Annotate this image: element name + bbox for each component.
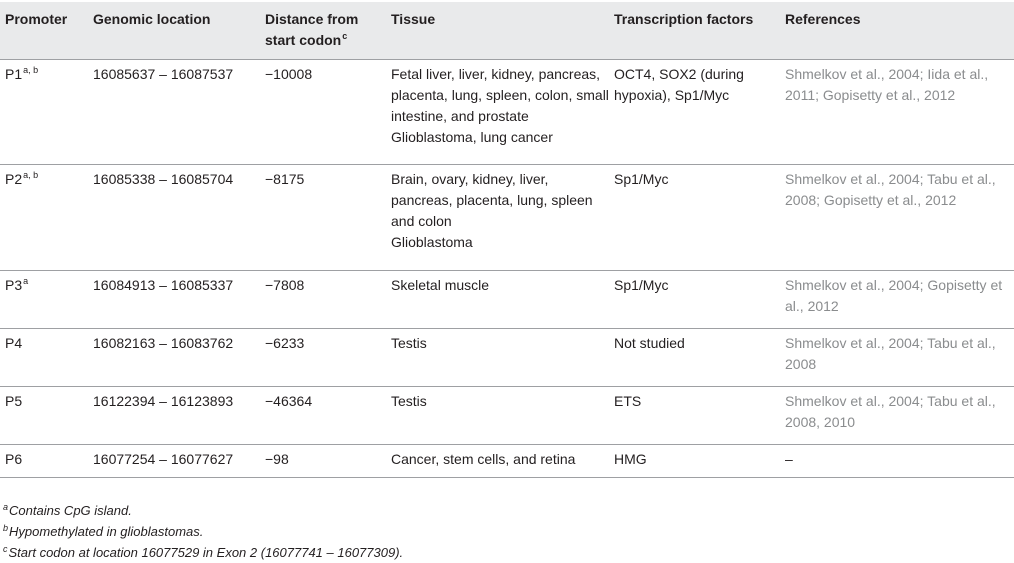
cell-promoter: P1$^{a, b}$ <box>5 65 39 82</box>
cell-references: Shmelkov et al., 2004; Tabu et al., 2008, 2010 <box>785 393 996 430</box>
header-genomic-location: Genomic location <box>93 11 211 27</box>
table-row <box>0 165 1014 271</box>
header-transcription-factors: Transcription factors <box>614 11 754 27</box>
cell-location: 16082163 – 16083762 <box>93 335 234 351</box>
cell-distance: −7808 <box>265 277 305 293</box>
cell-references: Shmelkov et al., 2004; Gopisetty et al., 2012 <box>785 277 1003 314</box>
cell-location: 16084913 – 16085337 <box>93 277 234 293</box>
footnote: $^a$Contains CpG island. <box>3 502 132 518</box>
cell-references: Shmelkov et al., 2004; Iida et al., 2011; Gopisetty et al., 2012 <box>785 66 989 103</box>
cell-location: 16085338 – 16085704 <box>93 171 234 187</box>
cell-references: Shmelkov et al., 2004; Tabu et al., 2008 <box>785 335 996 372</box>
footnote-mark: c <box>3 544 8 554</box>
table-row <box>0 271 1014 329</box>
footnote-mark: b <box>3 523 9 533</box>
cell-promoter: P3$^a$ <box>5 276 29 293</box>
cell-promoter: P5 <box>5 393 23 409</box>
promoter-sup: a, b <box>23 170 39 180</box>
cell-tissue: Skeletal muscle <box>391 277 490 293</box>
table-row <box>0 445 1014 478</box>
cell-factors: Sp1/Myc <box>614 277 669 293</box>
header-distance-sup: c <box>342 31 348 41</box>
tissue-extra: Glioblastoma, lung cancer <box>391 129 553 145</box>
tissue-extra: Glioblastoma <box>391 234 473 250</box>
cell-location: 16122394 – 16123893 <box>93 393 234 409</box>
cell-tissue: Testis <box>391 393 427 409</box>
cell-factors: ETS <box>614 393 642 409</box>
cell-tissue: Cancer, stem cells, and retina <box>391 451 576 467</box>
cell-factors: Sp1/Myc <box>614 171 669 187</box>
header-tissue: Tissue <box>391 11 436 27</box>
promoter-sup: a, b <box>23 65 39 75</box>
header-distance-line1: Distance from <box>265 11 359 27</box>
cell-promoter: P2$^{a, b}$ <box>5 170 39 187</box>
header-distance-line2: start codon <box>265 32 342 48</box>
promoter-sup: a <box>23 276 29 286</box>
cell-tissue: Fetal liver, liver, kidney, pancreas, placenta, lung, spleen, colon, small intestine, and prostate Glioblastoma, lung cancer <box>386 60 609 165</box>
cell-references: Shmelkov et al., 2004; Tabu et al., 2008; Gopisetty et al., 2012 <box>785 171 996 208</box>
cell-references: – <box>785 451 793 467</box>
table-footnotes <box>2 500 403 563</box>
header-references: References <box>785 11 861 27</box>
cell-distance: −10008 <box>265 66 313 82</box>
cell-distance: −98 <box>265 451 289 467</box>
table-header-row <box>0 2 1014 60</box>
header-promoter: Promoter <box>5 11 68 27</box>
header-distance <box>260 2 386 60</box>
cell-distance: −6233 <box>265 335 305 351</box>
promoter-table <box>0 2 1014 478</box>
cell-promoter: P4 <box>5 335 23 351</box>
cell-location: 16077254 – 16077627 <box>93 451 234 467</box>
footnote: $^b$Hypomethylated in glioblastomas. <box>3 523 204 539</box>
cell-factors: Not studied <box>614 335 685 351</box>
cell-distance: −46364 <box>265 393 313 409</box>
cell-factors: OCT4, SOX2 (during hypoxia), Sp1/Myc <box>614 66 744 103</box>
table-row <box>0 60 1014 165</box>
cell-tissue: Brain, ovary, kidney, liver, pancreas, placenta, lung, spleen and colon Glioblastoma <box>386 165 609 271</box>
table-row <box>0 329 1014 387</box>
cell-factors: HMG <box>614 451 647 467</box>
cell-distance: −8175 <box>265 171 305 187</box>
cell-tissue: Testis <box>391 335 427 351</box>
footnote: $^c$Start codon at location 16077529 in Exon 2 (16077741 – 16077309). <box>3 544 404 560</box>
footnote-mark: a <box>3 502 9 512</box>
cell-location: 16085637 – 16087537 <box>93 66 234 82</box>
cell-promoter: P6 <box>5 451 23 467</box>
table-row <box>0 387 1014 445</box>
